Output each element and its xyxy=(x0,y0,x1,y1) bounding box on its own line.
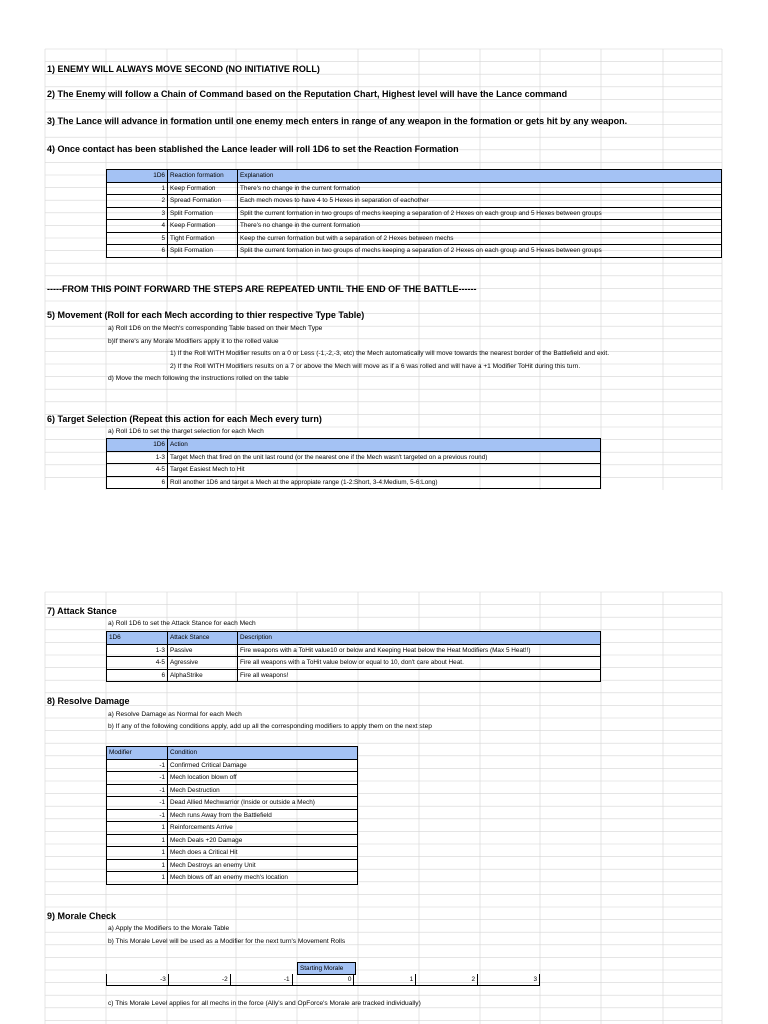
table-cell: Mech location blown off xyxy=(168,772,358,785)
movement-heading: 5) Movement (Roll for each Mech according to thier respective Type Table) xyxy=(47,310,365,320)
table-cell: Split Formation xyxy=(168,207,238,220)
movement-step-b2: 2) If the Roll WITH Modifiers results on a 7 or above the Mech will move as if a 6 was rolled and will have a +1 Modifier ToHit during this turn. xyxy=(170,363,581,370)
reaction-row xyxy=(107,195,722,208)
table-cell: Split the current formation in two groups of mechs keeping a separation of 2 Hexes on each group and 5 Hexes between groups xyxy=(238,207,722,220)
resolve-damage-heading: 8) Resolve Damage xyxy=(47,696,130,706)
modifier-row xyxy=(107,822,358,835)
attack-row xyxy=(107,657,601,670)
table-cell: Mech Deals +20 Damage xyxy=(168,834,358,847)
morale-step-b: b) This Morale Level will be used as a Modifier for the next turn's Movement Rolls xyxy=(108,938,346,945)
morale-level-table xyxy=(106,974,540,986)
table-cell: Mech Destroys an enemy Unit xyxy=(168,859,358,872)
modifier-row xyxy=(107,809,358,822)
modifier-row xyxy=(107,772,358,785)
table-cell: -1 xyxy=(107,759,168,772)
header-cell: Description xyxy=(238,632,601,645)
modifier-row xyxy=(107,759,358,772)
table-cell: Mech does a Critical Hit xyxy=(168,847,358,860)
table-cell: 1 xyxy=(107,872,168,885)
table-cell: 1 xyxy=(107,834,168,847)
header-cell: 1D6 xyxy=(107,632,168,645)
table-cell: 6 xyxy=(107,476,168,489)
table-cell: Tight Formation xyxy=(168,232,238,245)
reaction-row xyxy=(107,220,722,233)
table-cell: Passive xyxy=(168,644,238,657)
modifier-row xyxy=(107,834,358,847)
table-cell: Keep Formation xyxy=(168,182,238,195)
attack-step-a: a) Roll 1D6 to set the Attack Stance for each Mech xyxy=(108,620,256,627)
morale-check-heading: 9) Morale Check xyxy=(47,911,117,921)
repeat-banner: -----FROM THIS POINT FORWARD THE STEPS ARE REPEATED UNTIL THE END OF THE BATTLE------ xyxy=(47,284,477,294)
table-cell: Each mech moves to have 4 to 5 Hexes in separation of eachother xyxy=(238,195,722,208)
table-cell: Keep Formation xyxy=(168,220,238,233)
table-cell: AlphaStrike xyxy=(168,669,238,682)
target-row xyxy=(107,451,601,464)
step-2-heading: 2) The Enemy will follow a Chain of Command based on the Reputation Chart, Highest level will have the Lance command xyxy=(47,89,568,99)
resolve-step-a: a) Resolve Damage as Normal for each Mech xyxy=(108,711,242,718)
table-cell: Mech blows off an enemy mech's location xyxy=(168,872,358,885)
header-cell: Attack Stance xyxy=(168,632,238,645)
table-cell: Split Formation xyxy=(168,245,238,258)
table-cell: -1 xyxy=(107,784,168,797)
target-selection-heading: 6) Target Selection (Repeat this action for each Mech every turn) xyxy=(47,414,322,424)
table-cell: Confirmed Critical Damage xyxy=(168,759,358,772)
table-cell: Roll another 1D6 and target a Mech at the appropiate range (1-2:Short, 3-4:Medium, 5-6:Long) xyxy=(168,476,601,489)
table-cell: Fire all weapons! xyxy=(238,669,601,682)
header-cell: Explanation xyxy=(238,170,722,183)
reaction-row xyxy=(107,245,722,258)
table-cell: Keep the curren formation but with a separation of 2 Hexes between mechs xyxy=(238,232,722,245)
attack-row xyxy=(107,669,601,682)
header-cell: Condition xyxy=(168,747,358,760)
header-cell: 1D6 xyxy=(107,170,168,183)
table-cell: Target Easiest Mech to Hit xyxy=(168,464,601,477)
table-header-row xyxy=(107,747,358,760)
morale-level-cell: 3 xyxy=(478,974,540,986)
target-row xyxy=(107,476,601,489)
target-row xyxy=(107,464,601,477)
table-cell: 4 xyxy=(107,220,168,233)
reaction-row xyxy=(107,182,722,195)
header-cell: Modifier xyxy=(107,747,168,760)
modifier-row xyxy=(107,847,358,860)
table-cell: Target Mech that fired on the unit last round (or the nearest one if the Mech wasn't targeted on a previous round) xyxy=(168,451,601,464)
starting-morale-label: Starting Morale xyxy=(297,962,356,975)
modifier-row xyxy=(107,784,358,797)
table-cell: 6 xyxy=(107,669,168,682)
movement-step-b: b)If there's any Morale Modifiers apply it to the rolled value xyxy=(108,338,279,345)
header-cell: Action xyxy=(168,439,601,452)
morale-level-cell: 2 xyxy=(416,974,478,986)
resolve-step-b: b) If any of the following conditions apply, add up all the corresponding modifiers to apply them on the next step xyxy=(108,723,432,730)
table-cell: -1 xyxy=(107,809,168,822)
morale-level-cell: 0 xyxy=(292,974,354,986)
table-cell: 1 xyxy=(107,822,168,835)
attack-stance-heading: 7) Attack Stance xyxy=(47,606,117,616)
table-cell: -1 xyxy=(107,797,168,810)
table-cell: 1-3 xyxy=(107,451,168,464)
morale-step-a: a) Apply the Modifiers to the Morale Table xyxy=(108,925,230,932)
step-1-heading: 1) ENEMY WILL ALWAYS MOVE SECOND (NO INITIATIVE ROLL) xyxy=(47,64,320,74)
modifier-row xyxy=(107,859,358,872)
table-cell: 2 xyxy=(107,195,168,208)
table-cell: 1 xyxy=(107,847,168,860)
attack-row xyxy=(107,644,601,657)
reaction-row xyxy=(107,207,722,220)
table-header-row xyxy=(107,170,722,183)
step-3-heading: 3) The Lance will advance in formation until one enemy mech enters in range of any weapon in the formation or gets hit by any weapon. xyxy=(47,116,628,126)
morale-level-row xyxy=(107,974,540,986)
table-cell: Mech Destruction xyxy=(168,784,358,797)
table-cell: 1 xyxy=(107,182,168,195)
step-4-heading: 4) Once contact has been stablished the Lance leader will roll 1D6 to set the Reaction Formation xyxy=(47,144,459,154)
movement-step-d: d) Move the mech following the instructions rolled on the table xyxy=(108,375,289,382)
target-step-a: a) Roll 1D6 to set the tharget selection for each Mech xyxy=(108,428,264,435)
header-cell: Reaction formation xyxy=(168,170,238,183)
header-cell: 1D6 xyxy=(107,439,168,452)
table-cell: Mech runs Away from the Battlefield xyxy=(168,809,358,822)
movement-step-a: a) Roll 1D6 on the Mech's corresponding Table based on their Mech Type xyxy=(108,325,323,332)
table-cell: There's no change in the current formation xyxy=(238,182,722,195)
modifier-row xyxy=(107,797,358,810)
attack-stance-table xyxy=(106,631,601,682)
table-cell: 1 xyxy=(107,859,168,872)
modifier-row xyxy=(107,872,358,885)
table-header-row xyxy=(107,632,601,645)
table-cell: -1 xyxy=(107,772,168,785)
table-cell: 3 xyxy=(107,207,168,220)
table-header-row xyxy=(107,439,601,452)
morale-level-cell: -2 xyxy=(168,974,230,986)
table-cell: 4-5 xyxy=(107,657,168,670)
table-cell: Fire all weapons with a ToHit value below or equal to 10, don't care about Heat. xyxy=(238,657,601,670)
morale-modifier-table xyxy=(106,746,358,885)
table-cell: There's no change in the current formation xyxy=(238,220,722,233)
table-cell: 6 xyxy=(107,245,168,258)
morale-level-cell: 1 xyxy=(354,974,416,986)
reaction-formation-table xyxy=(106,169,722,258)
table-cell: Reinforcements Arrive xyxy=(168,822,358,835)
table-cell: 4-5 xyxy=(107,464,168,477)
table-cell: 1-3 xyxy=(107,644,168,657)
table-cell: 5 xyxy=(107,232,168,245)
movement-step-b1: 1) If the Roll WITH Modifier results on a 0 or Less (-1,-2,-3, etc) the Mech automatically will move towards the nearest border of the Battlefield and exit. xyxy=(170,350,610,357)
morale-step-c: c) This Morale Level applies for all mechs in the force (Ally's and OpForce's Morale are tracked individually) xyxy=(108,1000,421,1007)
table-cell: Spread Formation xyxy=(168,195,238,208)
table-cell: Dead Allied Mechwarrior (Inside or outside a Mech) xyxy=(168,797,358,810)
table-cell: Fire weapons with a ToHit value10 or below and Keeping Heat below the Heat Modifiers (Max 5 Heat!!) xyxy=(238,644,601,657)
table-cell: Agressive xyxy=(168,657,238,670)
target-selection-table xyxy=(106,438,601,489)
morale-level-cell: -3 xyxy=(107,974,169,986)
table-cell: Split the current formation in two groups of mechs keeping a separation of 2 Hexes on each group and 5 Hexes between groups xyxy=(238,245,722,258)
reaction-row xyxy=(107,232,722,245)
morale-level-cell: -1 xyxy=(230,974,292,986)
